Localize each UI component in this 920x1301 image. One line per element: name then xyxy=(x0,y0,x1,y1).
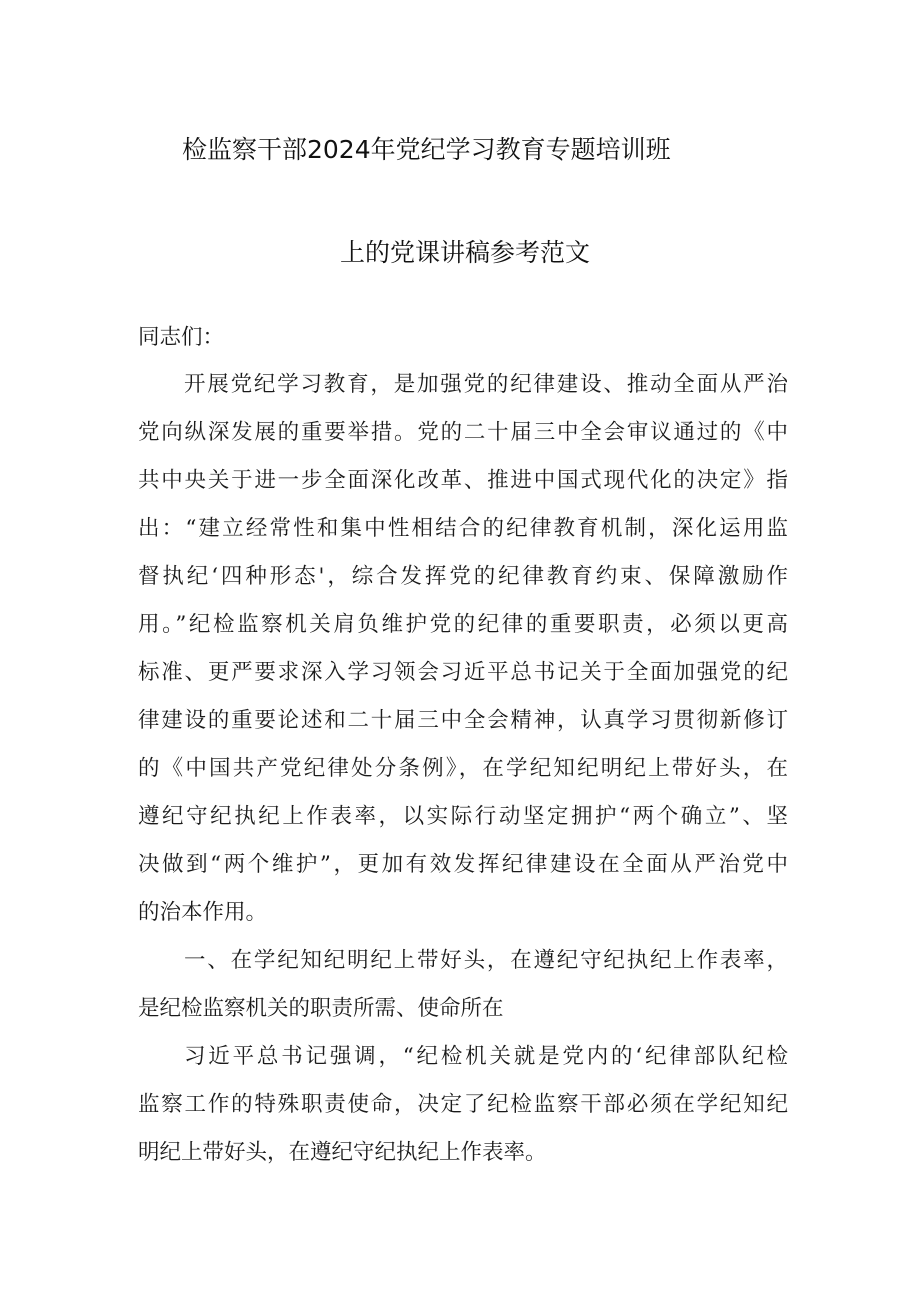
paragraph-1-line: 的《中国共产党纪律处分条例》，在学纪知纪明纪上带好头，在 xyxy=(138,756,788,781)
section-heading-line: 是纪检监察机关的职责所需、使命所在 xyxy=(138,996,504,1021)
paragraph-1-line: 党向纵深发展的重要举措。党的二十届三中全会审议通过的《中 xyxy=(138,420,788,445)
paragraph-1-line: 的治本作用。 xyxy=(138,900,268,925)
paragraph-1-line: 决做到“两个维护”，更加有效发挥纪律建设在全面从严治党中 xyxy=(138,852,788,877)
paragraph-1-line: 律建设的重要论述和二十届三中全会精神，认真学习贯彻新修订 xyxy=(138,708,788,733)
paragraph-1-line: 开展党纪学习教育，是加强党的纪律建设、推动全面从严治 xyxy=(184,372,788,397)
section-heading-line: 一、在学纪知纪明纪上带好头，在遵纪守纪执纪上作表率， xyxy=(184,948,788,973)
paragraph-1-line: 出：“建立经常性和集中性相结合的纪律教育机制，深化运用监 xyxy=(138,516,788,541)
salutation: 同志们： xyxy=(138,325,225,350)
document-title-line-2: 上的党课讲稿参考范文 xyxy=(340,238,591,267)
paragraph-1-line: 督执纪‘四种形态'，综合发挥党的纪律教育约束、保障激励作 xyxy=(138,564,788,589)
paragraph-1-line: 遵纪守纪执纪上作表率，以实际行动坚定拥护“两个确立”、坚 xyxy=(138,804,788,829)
paragraph-2-line: 明纪上带好头，在遵纪守纪执纪上作表率。 xyxy=(138,1140,547,1165)
paragraph-1-line: 共中央关于进一步全面深化改革、推进中国式现代化的决定》指 xyxy=(138,468,788,493)
paragraph-1-line: 用。”纪检监察机关肩负维护党的纪律的重要职责，必须以更高 xyxy=(138,612,788,637)
paragraph-2-line: 习近平总书记强调，“纪检机关就是党内的‘纪律部队纪检 xyxy=(184,1044,788,1069)
document-title-line-1: 检监察干部2024年党纪学习教育专题培训班 xyxy=(182,135,671,164)
paragraph-1-line: 标准、更严要求深入学习领会习近平总书记关于全面加强党的纪 xyxy=(138,660,788,685)
paragraph-2-line: 监察工作的特殊职责使命，决定了纪检监察干部必须在学纪知纪 xyxy=(138,1092,788,1117)
